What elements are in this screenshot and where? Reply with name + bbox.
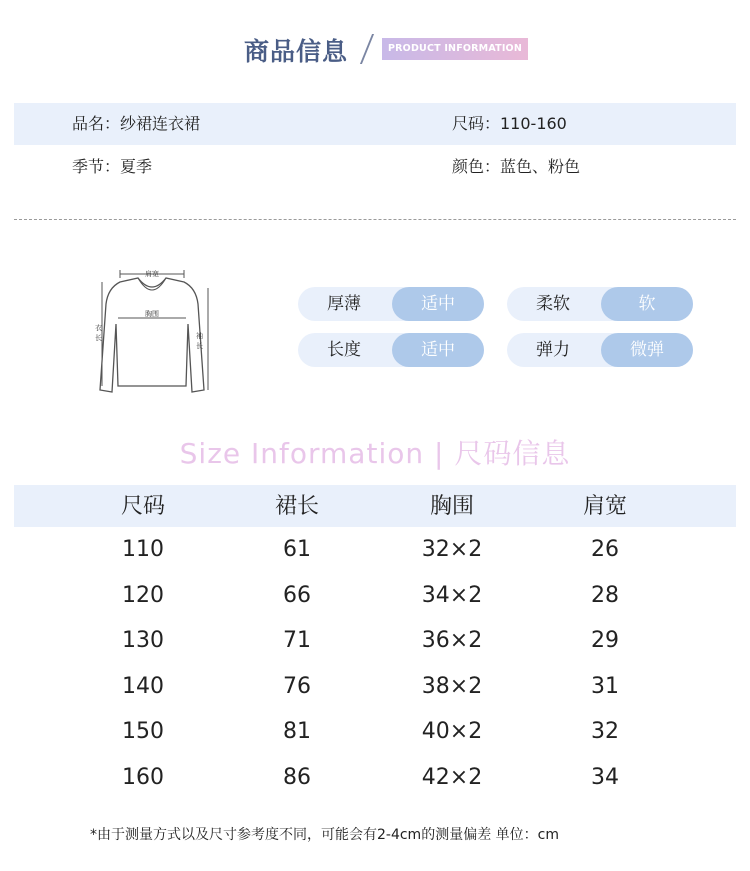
attr-value: 软 [601,287,693,321]
size-information-title: Size Information | 尺码信息 [179,437,571,470]
table-cell: 34 [591,764,619,790]
table-cell: 110 [122,537,164,562]
table-cell: 120 [122,582,164,608]
size-table [14,485,736,801]
table-row [14,573,736,619]
attr-label: 厚薄 [327,294,361,314]
header-cell: 尺码 [120,494,165,519]
attr-thickness [298,287,484,321]
table-cell: 31 [591,673,619,699]
diagram-length-label-1: 衣 [95,324,102,332]
table-cell: 40×2 [421,719,483,745]
diagram-length-label-2: 长 [95,334,102,342]
table-cell: 32 [591,719,619,745]
table-cell: 160 [122,764,164,790]
header-cell: 裙长 [274,494,319,519]
header-title: 商品信息 [244,37,349,66]
sweater-measurement-icon [92,262,214,400]
diagram-sleeve-label-2: 长 [196,342,203,350]
header-cell: 肩宽 [582,494,627,519]
table-row [14,755,736,801]
product-size-range: 尺码：110-160 [452,114,567,133]
header-cell: 胸围 [429,494,474,519]
table-row [14,618,736,664]
size-table-header [14,485,736,527]
table-cell: 26 [591,537,619,562]
header-subtitle-badge: PRODUCT INFORMATION [382,38,528,60]
attr-value: 微弹 [601,333,693,367]
product-color: 颜色：蓝色、粉色 [452,157,581,176]
product-name: 品名：纱裙连衣裙 [72,114,201,133]
table-cell: 66 [283,582,311,608]
table-cell: 38×2 [421,673,483,699]
table-cell: 42×2 [421,764,483,790]
product-info-header [0,28,750,72]
diagram-shoulder-label: 肩宽 [145,270,159,278]
attr-softness [507,287,693,321]
attr-elasticity [507,333,693,367]
table-cell: 36×2 [421,628,483,654]
table-cell: 34×2 [421,582,483,608]
measurement-note: *由于测量方式以及尺寸参考度不同，可能会有2-4cm的测量偏差 单位：cm [90,827,559,843]
attr-label: 弹力 [536,340,570,360]
table-cell: 61 [283,537,311,562]
info-row-1 [14,103,736,145]
table-cell: 130 [122,628,164,654]
table-cell: 32×2 [421,537,483,562]
diagram-sleeve-label-1: 袖 [196,332,203,340]
attr-value: 适中 [392,333,484,367]
table-cell: 71 [283,628,311,654]
table-cell: 29 [591,628,619,654]
dashed-divider [14,219,736,220]
table-cell: 150 [122,719,164,745]
table-row [14,709,736,755]
info-row-2 [14,146,736,188]
attr-value: 适中 [392,287,484,321]
header-slash-divider [360,34,374,64]
table-row [14,664,736,710]
attr-length [298,333,484,367]
table-cell: 81 [283,719,311,745]
product-season: 季节：夏季 [72,157,153,176]
table-cell: 86 [283,764,311,790]
table-cell: 140 [122,673,164,699]
table-row [14,527,736,573]
attr-label: 柔软 [536,294,570,314]
table-cell: 76 [283,673,311,699]
diagram-chest-label: 胸围 [145,310,159,318]
table-cell: 28 [591,582,619,608]
attr-label: 长度 [327,340,361,360]
